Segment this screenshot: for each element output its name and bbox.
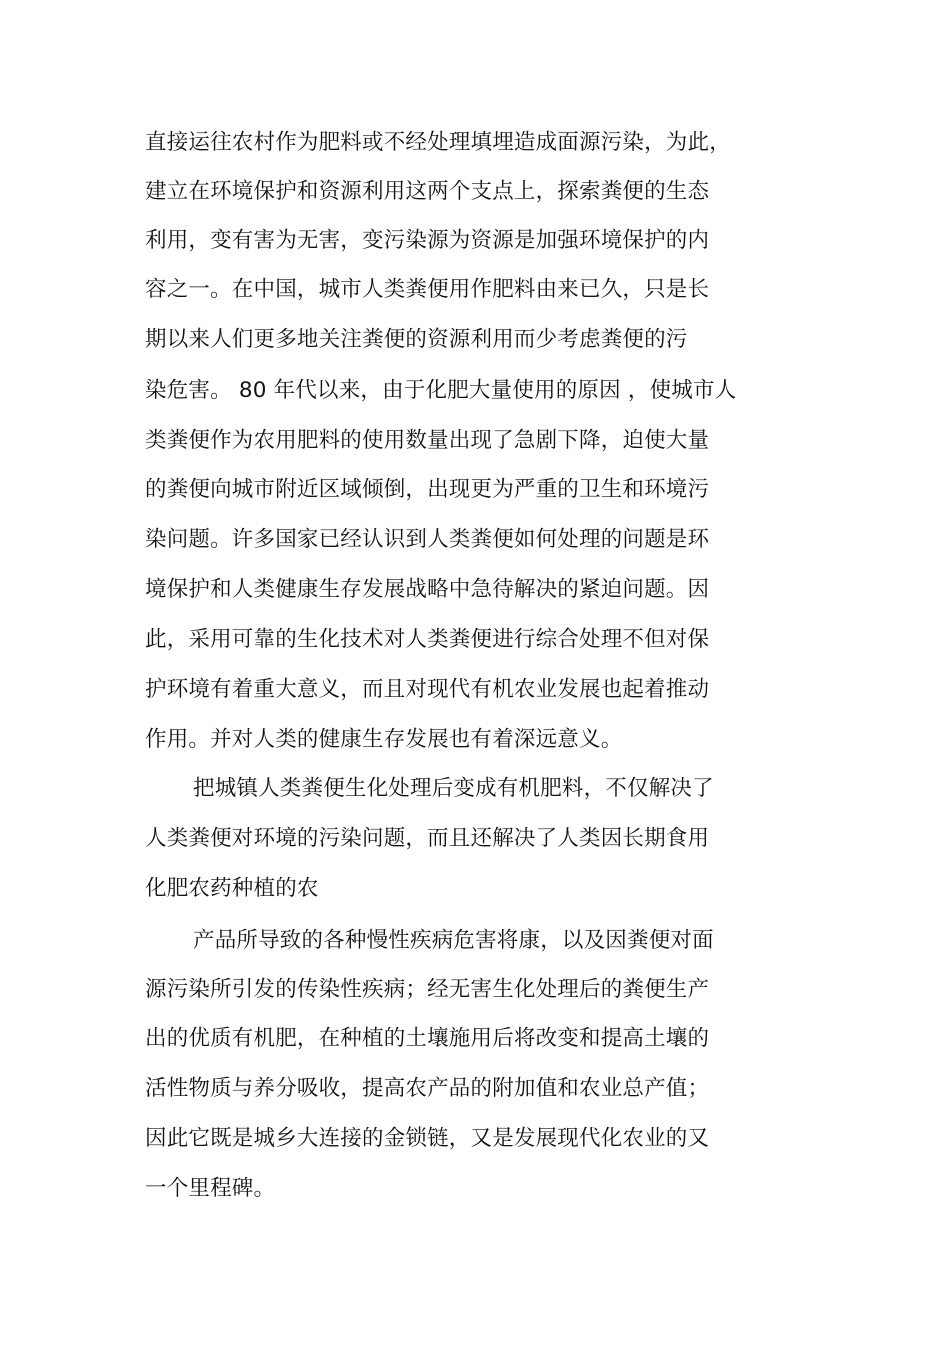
text-line: 此，采用可靠的生化技术对人类粪便进行综合处理不但对保 [145, 627, 710, 652]
text-line: 人类粪便对环境的污染问题，而且还解决了人类因长期食用 [145, 826, 710, 851]
text-line: 的粪便向城市附近区域倾倒，出现更为严重的卫生和环境污 [145, 477, 710, 502]
paragraph-start-line: 产品所导致的各种慢性疾病危害将康，以及因粪便对面 [193, 928, 714, 953]
text-line: 染问题。许多国家已经认识到人类粪便如何处理的问题是环 [145, 527, 710, 552]
text-line: 化肥农药种植的农 [145, 876, 319, 901]
text-line: 利用，变有害为无害，变污染源为资源是加强环境保护的内 [145, 228, 710, 253]
text-line: 直接运往农村作为肥料或不经处理填埋造成面源污染，为此， [145, 130, 731, 155]
text-line: 一个里程碑。 [145, 1176, 276, 1201]
text-line: 期以来人们更多地关注粪便的资源利用而少考虑粪便的污 [145, 327, 688, 352]
text-line: 境保护和人类健康生存发展战略中急待解决的紧迫问题。因 [145, 577, 710, 602]
text-line: 建立在环境保护和资源利用这两个支点上，探索粪便的生态 [145, 179, 710, 204]
paragraph-start-line: 把城镇人类粪便生化处理后变成有机肥料，不仅解决了 [193, 776, 714, 801]
text-line: 出的优质有机肥，在种植的土壤施用后将改变和提高土壤的 [145, 1026, 710, 1051]
text-line: 作用。并对人类的健康生存发展也有着深远意义。 [145, 727, 623, 752]
text-line: 护环境有着重大意义，而且对现代有机农业发展也起着推动 [145, 677, 710, 702]
text-line: 类粪便作为农用肥料的使用数量出现了急剧下降，迫使大量 [145, 428, 710, 453]
text-line: 容之一。在中国，城市人类粪便用作肥料由来已久，只是长 [145, 277, 710, 302]
text-line: 源污染所引发的传染性疾病；经无害生化处理后的粪便生产 [145, 977, 710, 1002]
text-line: 染危害。 80 年代以来，由于化肥大量使用的原因 ，使城市人 [145, 378, 737, 403]
text-line: 活性物质与养分吸收，提高农产品的附加值和农业总产值； [145, 1076, 710, 1101]
text-line: 因此它既是城乡大连接的金锁链，又是发展现代化农业的又 [145, 1126, 710, 1151]
